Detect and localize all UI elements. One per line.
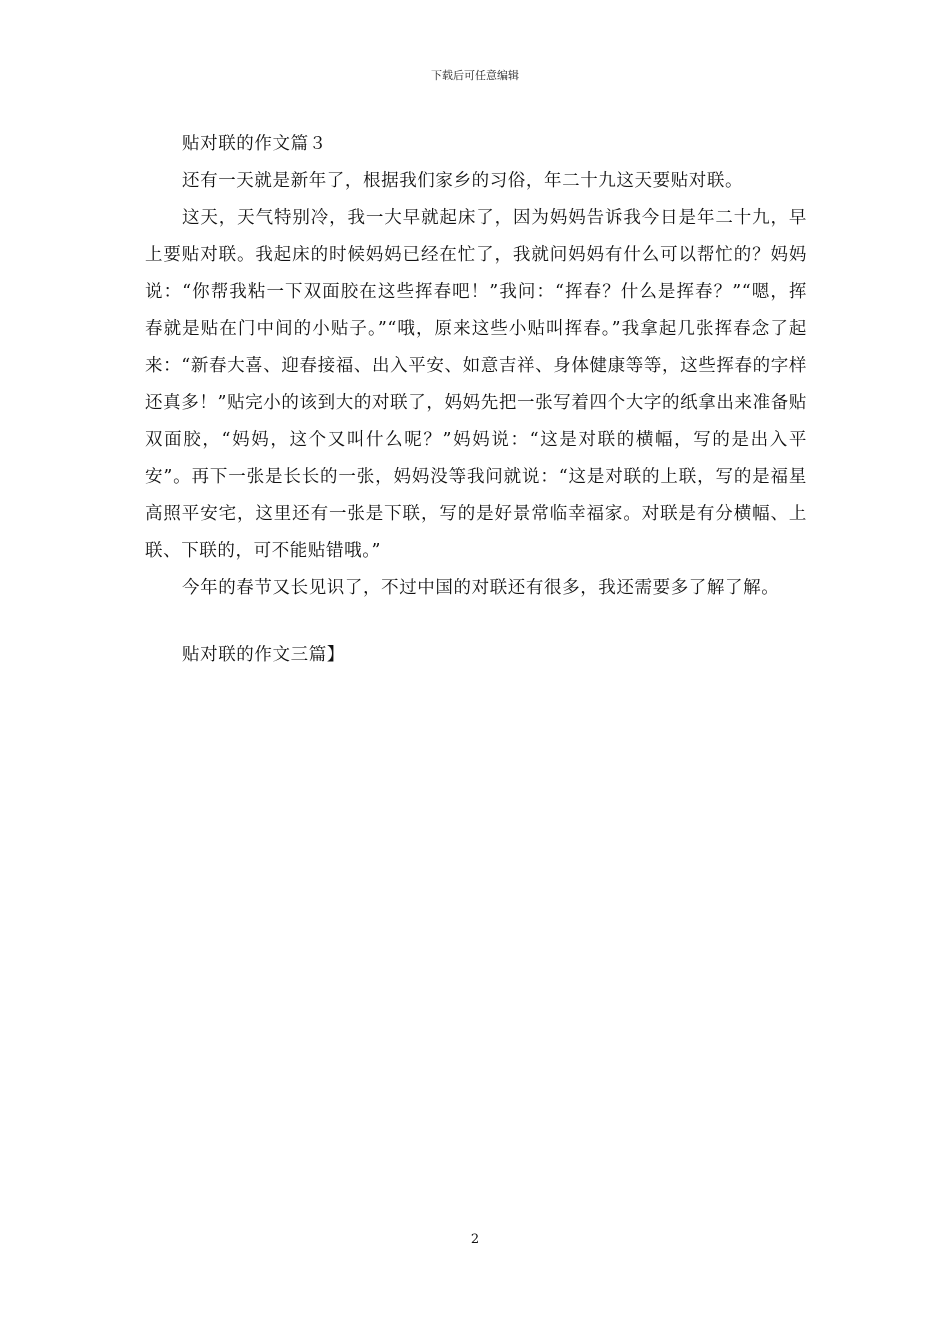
article-title: 贴对联的作文篇３ <box>182 134 327 154</box>
spacer <box>145 607 807 637</box>
page-header: 下载后可任意编辑 <box>431 69 519 82</box>
paragraph-story: 这天，天气特别冷，我一大早就起床了，因为妈妈告诉我今日是年二十九，早上要贴对联。我起床的时候妈妈已经在忙了，我就问妈妈有什么可以帮忙的？妈妈说：“你帮我粘一下双面胶在这些挥春吧！”我问：“挥春？什么是挥春？”“嗯，挥春就是贴在门中间的小贴子。”“哦，原来这些小贴叫挥春。”我拿起几张挥春念了起来：“新春大喜、迎春接福、出入平安、如意吉祥、身体健康等等，这些挥春的字样还真多！”贴完小的该到大的对联了，妈妈先把一张写着四个大字的纸拿出来准备贴双面胶，“妈妈，这个又叫什么呢？”妈妈说：“这是对联的横幅，写的是出入平安”。再下一张是长长的一张，妈妈没等我问就说：“这是对联的上联，写的是福星高照平安宅，这里还有一张是下联，写的是好景常临幸福家。对联是有分横幅、上联、下联的，可不能贴错哦。” <box>145 208 807 561</box>
article-body <box>145 126 807 674</box>
paragraph-conclusion: 今年的春节又长见识了，不过中国的对联还有很多，我还需要多了解了解。 <box>182 578 780 598</box>
section-closing: 贴对联的作文三篇】 <box>182 645 345 665</box>
page-number: 2 <box>470 1232 480 1247</box>
paragraph-intro: 还有一天就是新年了，根据我们家乡的习俗，年二十九这天要贴对联。 <box>182 171 744 191</box>
